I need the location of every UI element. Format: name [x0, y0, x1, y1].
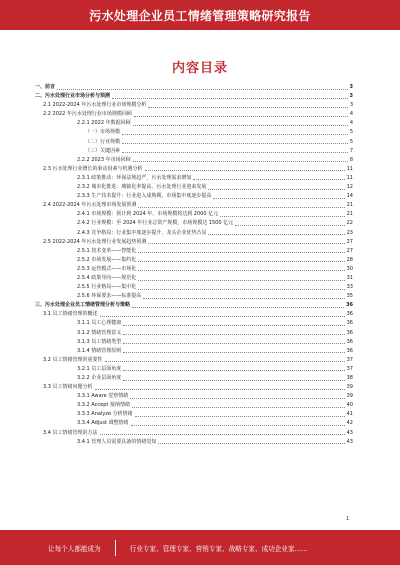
- toc-entry[interactable]: [35, 429, 353, 438]
- toc-entry[interactable]: [35, 401, 353, 410]
- toc-entry[interactable]: [35, 310, 353, 319]
- toc-entry[interactable]: [35, 338, 353, 347]
- toc-entry[interactable]: [35, 392, 353, 401]
- toc-dot-leader: [133, 125, 348, 126]
- toc-entry-page: 43: [346, 438, 353, 445]
- footer-slogan: 让每个人都能成为: [48, 544, 101, 553]
- toc-dot-leader: [123, 380, 344, 381]
- toc-entry-page: 41: [346, 411, 353, 418]
- toc-entry[interactable]: [35, 92, 353, 101]
- toc-dot-leader: [122, 152, 348, 153]
- toc-entry-page: 7: [349, 147, 353, 154]
- toc-dot-leader: [133, 161, 348, 162]
- toc-entry-page: 4: [349, 120, 353, 127]
- toc-entry-page: 35: [346, 293, 353, 300]
- toc-entry-page: 14: [346, 193, 353, 200]
- toc-entry[interactable]: [35, 265, 353, 274]
- toc-entry[interactable]: [35, 183, 353, 192]
- toc-dot-leader: [132, 307, 344, 308]
- toc-dot-leader: [220, 216, 345, 217]
- toc-entry-page: 33: [346, 284, 353, 291]
- report-header-bar: [0, 0, 400, 30]
- toc-entry[interactable]: [35, 101, 353, 110]
- footer-bar: [0, 530, 400, 565]
- toc-entry-page: 3: [349, 93, 353, 100]
- toc-entry[interactable]: [35, 192, 353, 201]
- toc-dot-leader: [123, 370, 344, 371]
- page-number: 1: [346, 516, 350, 522]
- toc-dot-leader: [213, 198, 344, 199]
- toc-entry-page: 3: [349, 102, 353, 109]
- toc-entry[interactable]: [35, 119, 353, 128]
- toc-entry[interactable]: [35, 165, 353, 174]
- toc-entry-label: （三）关键因素: [85, 147, 121, 154]
- toc-entry-label: 2.4.3 竞争格局：行业集中度逐步提升，龙头企业优势凸显: [77, 229, 207, 236]
- toc-entry-label: 2.4 2022-2024 年污水处理市场发展预测: [43, 202, 137, 209]
- toc-entry-page: 39: [346, 384, 353, 391]
- toc-entry[interactable]: [35, 374, 353, 383]
- toc-dot-leader: [132, 407, 345, 408]
- toc-dot-leader: [112, 98, 348, 99]
- toc-entry-page: 36: [346, 338, 353, 345]
- toc-entry[interactable]: [35, 138, 353, 147]
- toc-dot-leader: [143, 298, 344, 299]
- toc-entry-page: 8: [349, 156, 353, 163]
- toc-entry[interactable]: [35, 110, 353, 119]
- toc-entry-label: 3.4 员工情绪管理的方法: [43, 429, 98, 436]
- toc-entry-page: 4: [349, 111, 353, 118]
- toc-entry[interactable]: [35, 219, 353, 228]
- toc-dot-leader: [158, 443, 344, 444]
- toc-entry-page: 31: [346, 274, 353, 281]
- toc-entry[interactable]: [35, 247, 353, 256]
- toc-entry-label: 2.3.2 城市化推进：城镇化率提高，污水处理行业迎来发展: [77, 184, 207, 191]
- toc-dot-leader: [57, 89, 348, 90]
- toc-dot-leader: [122, 134, 348, 135]
- toc-dot-leader: [148, 107, 347, 108]
- toc-entry-label: 3.3 员工情绪问题分析: [43, 384, 93, 391]
- toc-entry-page: 38: [346, 375, 353, 381]
- toc-entry[interactable]: [35, 238, 353, 247]
- toc-entry-label: 2.3 污水处理行业增长的驱动因素与机遇分析: [43, 165, 143, 172]
- toc-dot-leader: [145, 170, 345, 171]
- toc-entry-label: 2.3.1 政策推动：环保法规趋严，污水处理需求增加: [77, 174, 192, 181]
- toc-entry-label: 2.5.3 运营模式——市场化: [77, 265, 137, 272]
- toc-entry-label: 一、前言: [35, 84, 56, 90]
- toc-dot-leader: [123, 325, 344, 326]
- toc-dot-leader: [138, 280, 344, 281]
- toc-dot-leader: [95, 389, 345, 390]
- toc-dot-leader: [138, 289, 344, 290]
- toc-entry-page: 5: [349, 129, 353, 136]
- toc-entry-page: 21: [346, 211, 353, 218]
- toc-dot-leader: [123, 352, 344, 353]
- toc-entry-page: 23: [346, 229, 353, 236]
- toc-entry-label: 3.3.4 Adjust 调整情绪: [77, 420, 129, 427]
- toc-entry-label: 3.3.2 Accept 接纳情绪: [77, 402, 130, 409]
- toc-entry-page: 22: [346, 220, 353, 227]
- toc-dot-leader: [138, 261, 344, 262]
- toc-entry-label: 三、污水处理企业员工情绪管理分析与策略: [35, 302, 131, 309]
- toc-entry-page: 11: [346, 174, 353, 181]
- toc-dot-leader: [123, 343, 344, 344]
- toc-dot-leader: [100, 316, 345, 317]
- toc-dot-leader: [100, 434, 345, 435]
- toc-entry-label: 2.5 2022-2024 年污水处理行业发展趋势预测: [43, 238, 147, 245]
- toc-entry-page: 40: [346, 402, 353, 409]
- toc-entry-page: 36: [346, 320, 353, 327]
- toc-entry-label: 2.4.2 行业规模：至 2024 年行业总资产规模，市场规模达 1500 亿元: [77, 220, 234, 227]
- footer-divider: [115, 540, 116, 556]
- toc-entry-page: 5: [349, 138, 353, 145]
- toc-entry-label: 2.5.4 政策导向——规范化: [77, 274, 137, 281]
- toc-entry-label: （一）市场规模: [85, 129, 121, 136]
- toc-entry-page: 27: [346, 247, 353, 254]
- toc-entry-label: 3.3.1 Aware 觉察情绪: [77, 393, 129, 400]
- toc-entry-label: 2.5.2 市场发展——集约化: [77, 256, 137, 263]
- toc-dot-leader: [235, 225, 345, 226]
- toc-dot-leader: [123, 334, 344, 335]
- toc-entry[interactable]: [35, 83, 353, 92]
- toc-entry-label: 二、污水处理行业市场分析与预测: [35, 93, 111, 100]
- toc-entry-page: 36: [346, 329, 353, 336]
- toc-entry-page: 39: [346, 393, 353, 400]
- toc-entry[interactable]: [35, 210, 353, 219]
- toc-dot-leader: [105, 361, 345, 362]
- toc-entry-page: 42: [346, 420, 353, 427]
- toc-entry-page: 30: [346, 265, 353, 272]
- toc-entry-label: 2.5.5 行业格局——集中化: [77, 284, 137, 291]
- toc-entry-label: 3.1 员工情绪管理的概述: [43, 311, 98, 318]
- toc-dot-leader: [131, 425, 345, 426]
- toc-entry[interactable]: [35, 147, 353, 156]
- toc-entry[interactable]: [35, 410, 353, 419]
- toc-entry-label: 3.2.2 企业层面角度: [77, 375, 122, 381]
- toc-entry[interactable]: [35, 201, 353, 210]
- toc-entry-page: 12: [346, 184, 353, 191]
- toc-entry[interactable]: [35, 256, 353, 265]
- toc-entry-label: 2.2 2022 年污水处理行业市场规模回顾: [43, 111, 132, 118]
- toc-entry-label: 3.1.4 情绪管理原则: [77, 347, 122, 354]
- toc-entry[interactable]: [35, 274, 353, 283]
- toc-dot-leader: [138, 252, 344, 253]
- toc-entry[interactable]: [35, 329, 353, 338]
- toc-entry[interactable]: [35, 301, 353, 310]
- toc-entry-page: 11: [346, 165, 353, 172]
- toc-entry-label: 2.5.1 技术变革——智能化: [77, 247, 137, 254]
- toc-entry-page: 28: [346, 256, 353, 263]
- toc-dot-leader: [138, 207, 344, 208]
- footer-roles: 行业专家、管理专家、营销专家、战略专家、成功企业家……: [129, 544, 308, 553]
- table-of-contents: [35, 83, 353, 447]
- toc-entry-label: 2.2.1 2022 年数据回顾: [77, 120, 131, 127]
- toc-entry-label: 3.1.1 员工心理健康: [77, 320, 122, 327]
- toc-entry[interactable]: [35, 156, 353, 165]
- toc-dot-leader: [208, 234, 344, 235]
- toc-entry-label: 2.3.3 生产技术提升：行业进入成熟期，市场集中度逐步提高: [77, 193, 212, 200]
- toc-entry-page: 37: [346, 365, 353, 372]
- toc-entry[interactable]: [35, 128, 353, 137]
- toc-entry-page: 43: [346, 429, 353, 436]
- toc-entry-label: 3.2.1 员工层面角度: [77, 365, 122, 372]
- toc-entry-label: 3.1.2 情绪管理意义: [77, 329, 122, 336]
- toc-entry-label: 2.2.2 2023 年市场回顾: [77, 156, 131, 163]
- toc-entry-page: 37: [346, 356, 353, 363]
- toc-entry[interactable]: [35, 174, 353, 183]
- toc-dot-leader: [130, 398, 344, 399]
- toc-entry[interactable]: [35, 229, 353, 238]
- toc-entry-page: 36: [346, 347, 353, 354]
- toc-entry[interactable]: [35, 356, 353, 365]
- toc-dot-leader: [148, 243, 344, 244]
- toc-entry-label: （二）行业规模: [85, 138, 121, 145]
- toc-entry-label: 2.1 2022-2024 年污水处理行业市场规模分析: [43, 102, 147, 109]
- toc-entry[interactable]: [35, 365, 353, 374]
- toc-entry[interactable]: [35, 319, 353, 328]
- toc-entry-label: 2.5.6 环保要求——标准提高: [77, 293, 142, 300]
- toc-entry-page: 3: [349, 84, 353, 90]
- report-title: 污水处理企业员工情绪管理策略研究报告: [89, 8, 311, 23]
- toc-entry-label: 3.2 员工情绪管理的重要性: [43, 356, 103, 363]
- toc-heading: 内容目录: [171, 61, 228, 76]
- toc-entry[interactable]: [35, 283, 353, 292]
- toc-dot-leader: [134, 116, 348, 117]
- toc-entry[interactable]: [35, 438, 353, 447]
- toc-entry[interactable]: [35, 347, 353, 356]
- toc-dot-leader: [138, 270, 344, 271]
- toc-entry-label: 2.4.1 市场规模：预计到 2024 年，市场规模将达到 2000 亿元: [77, 211, 219, 218]
- toc-dot-leader: [208, 189, 344, 190]
- toc-entry-label: 3.1.3 员工情绪类型: [77, 338, 122, 345]
- toc-entry-page: 36: [346, 302, 353, 309]
- toc-entry[interactable]: [35, 419, 353, 428]
- toc-entry-page: 36: [346, 311, 353, 318]
- toc-entry[interactable]: [35, 383, 353, 392]
- toc-dot-leader: [122, 143, 348, 144]
- toc-dot-leader: [135, 416, 345, 417]
- toc-entry-label: 3.3.3 Analyze 分析情绪: [77, 411, 133, 418]
- toc-entry[interactable]: [35, 292, 353, 301]
- toc-entry-label: 3.4.1 管理人员需要具备的情绪觉知: [77, 438, 157, 445]
- toc-dot-leader: [193, 179, 344, 180]
- toc-entry-page: 21: [346, 202, 353, 209]
- toc-entry-page: 27: [346, 238, 353, 245]
